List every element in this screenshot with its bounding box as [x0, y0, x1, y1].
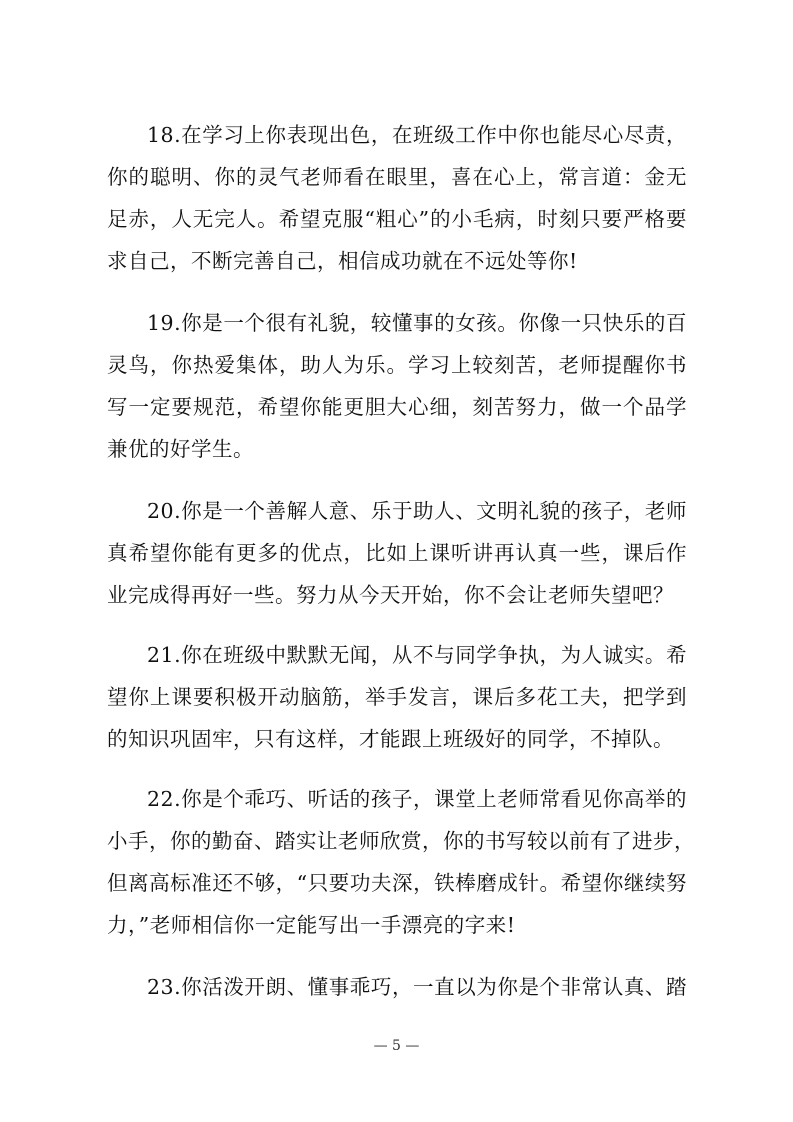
- text-line: 望你上课要积极开动脑筋，举手发言，课后多花工夫，把学到: [107, 685, 687, 709]
- text-line: 19.你是一个很有礼貌，较懂事的女孩。你像一只快乐的百: [147, 311, 687, 335]
- text-line: 业完成得再好一些。努力从今天开始，你不会让老师失望吧？: [107, 583, 674, 607]
- comment-paragraph-21: [107, 634, 687, 760]
- comment-paragraph-22: [107, 778, 695, 946]
- page-number: — 5 —: [373, 1038, 420, 1054]
- text-line: 灵鸟，你热爱集体，助人为乐。学习上较刻苦，老师提醒你书: [107, 353, 687, 377]
- text-line: 但离高标准还不够，“只要功夫深，铁棒磨成针。希望你继续努: [107, 871, 687, 895]
- text-line: 23.你活泼开朗、懂事乖巧，一直以为你是个非常认真、踏: [147, 975, 687, 999]
- comment-paragraph-20: [107, 490, 687, 616]
- text-line: 21.你在班级中默默无闻，从不与同学争执，为人诚实。希: [147, 643, 687, 667]
- comment-paragraph-18: [107, 114, 687, 282]
- text-line: 足赤，人无完人。希望克服“粗心”的小毛病，时刻只要严格要: [107, 207, 687, 231]
- text-line: 写一定要规范，希望你能更胆大心细，刻苦努力，做一个品学: [107, 395, 687, 419]
- text-line: 小手，你的勤奋、踏实让老师欣赏，你的书写较以前有了进步，: [107, 829, 695, 853]
- comment-paragraph-19: [107, 302, 687, 470]
- text-line: 你的聪明、你的灵气老师看在眼里，喜在心上，常言道：金无: [107, 165, 687, 189]
- text-line: 兼优的好学生。: [107, 437, 254, 461]
- text-line: 的知识巩固牢，只有这样，才能跟上班级好的同学，不掉队。: [107, 727, 674, 751]
- text-line: 求自己，不断完善自己，相信成功就在不远处等你!: [107, 249, 578, 273]
- text-line: 真希望你能有更多的优点，比如上课听讲再认真一些，课后作: [107, 541, 687, 565]
- comment-paragraph-23: [107, 966, 687, 1008]
- text-line: 18.在学习上你表现出色，在班级工作中你也能尽心尽责，: [147, 123, 687, 147]
- text-line: 20.你是一个善解人意、乐于助人、文明礼貌的孩子，老师: [147, 499, 687, 523]
- text-line: 力，”老师相信你一定能写出一手漂亮的字来!: [107, 913, 516, 937]
- text-line: 22.你是个乖巧、听话的孩子，课堂上老师常看见你高举的: [147, 787, 687, 811]
